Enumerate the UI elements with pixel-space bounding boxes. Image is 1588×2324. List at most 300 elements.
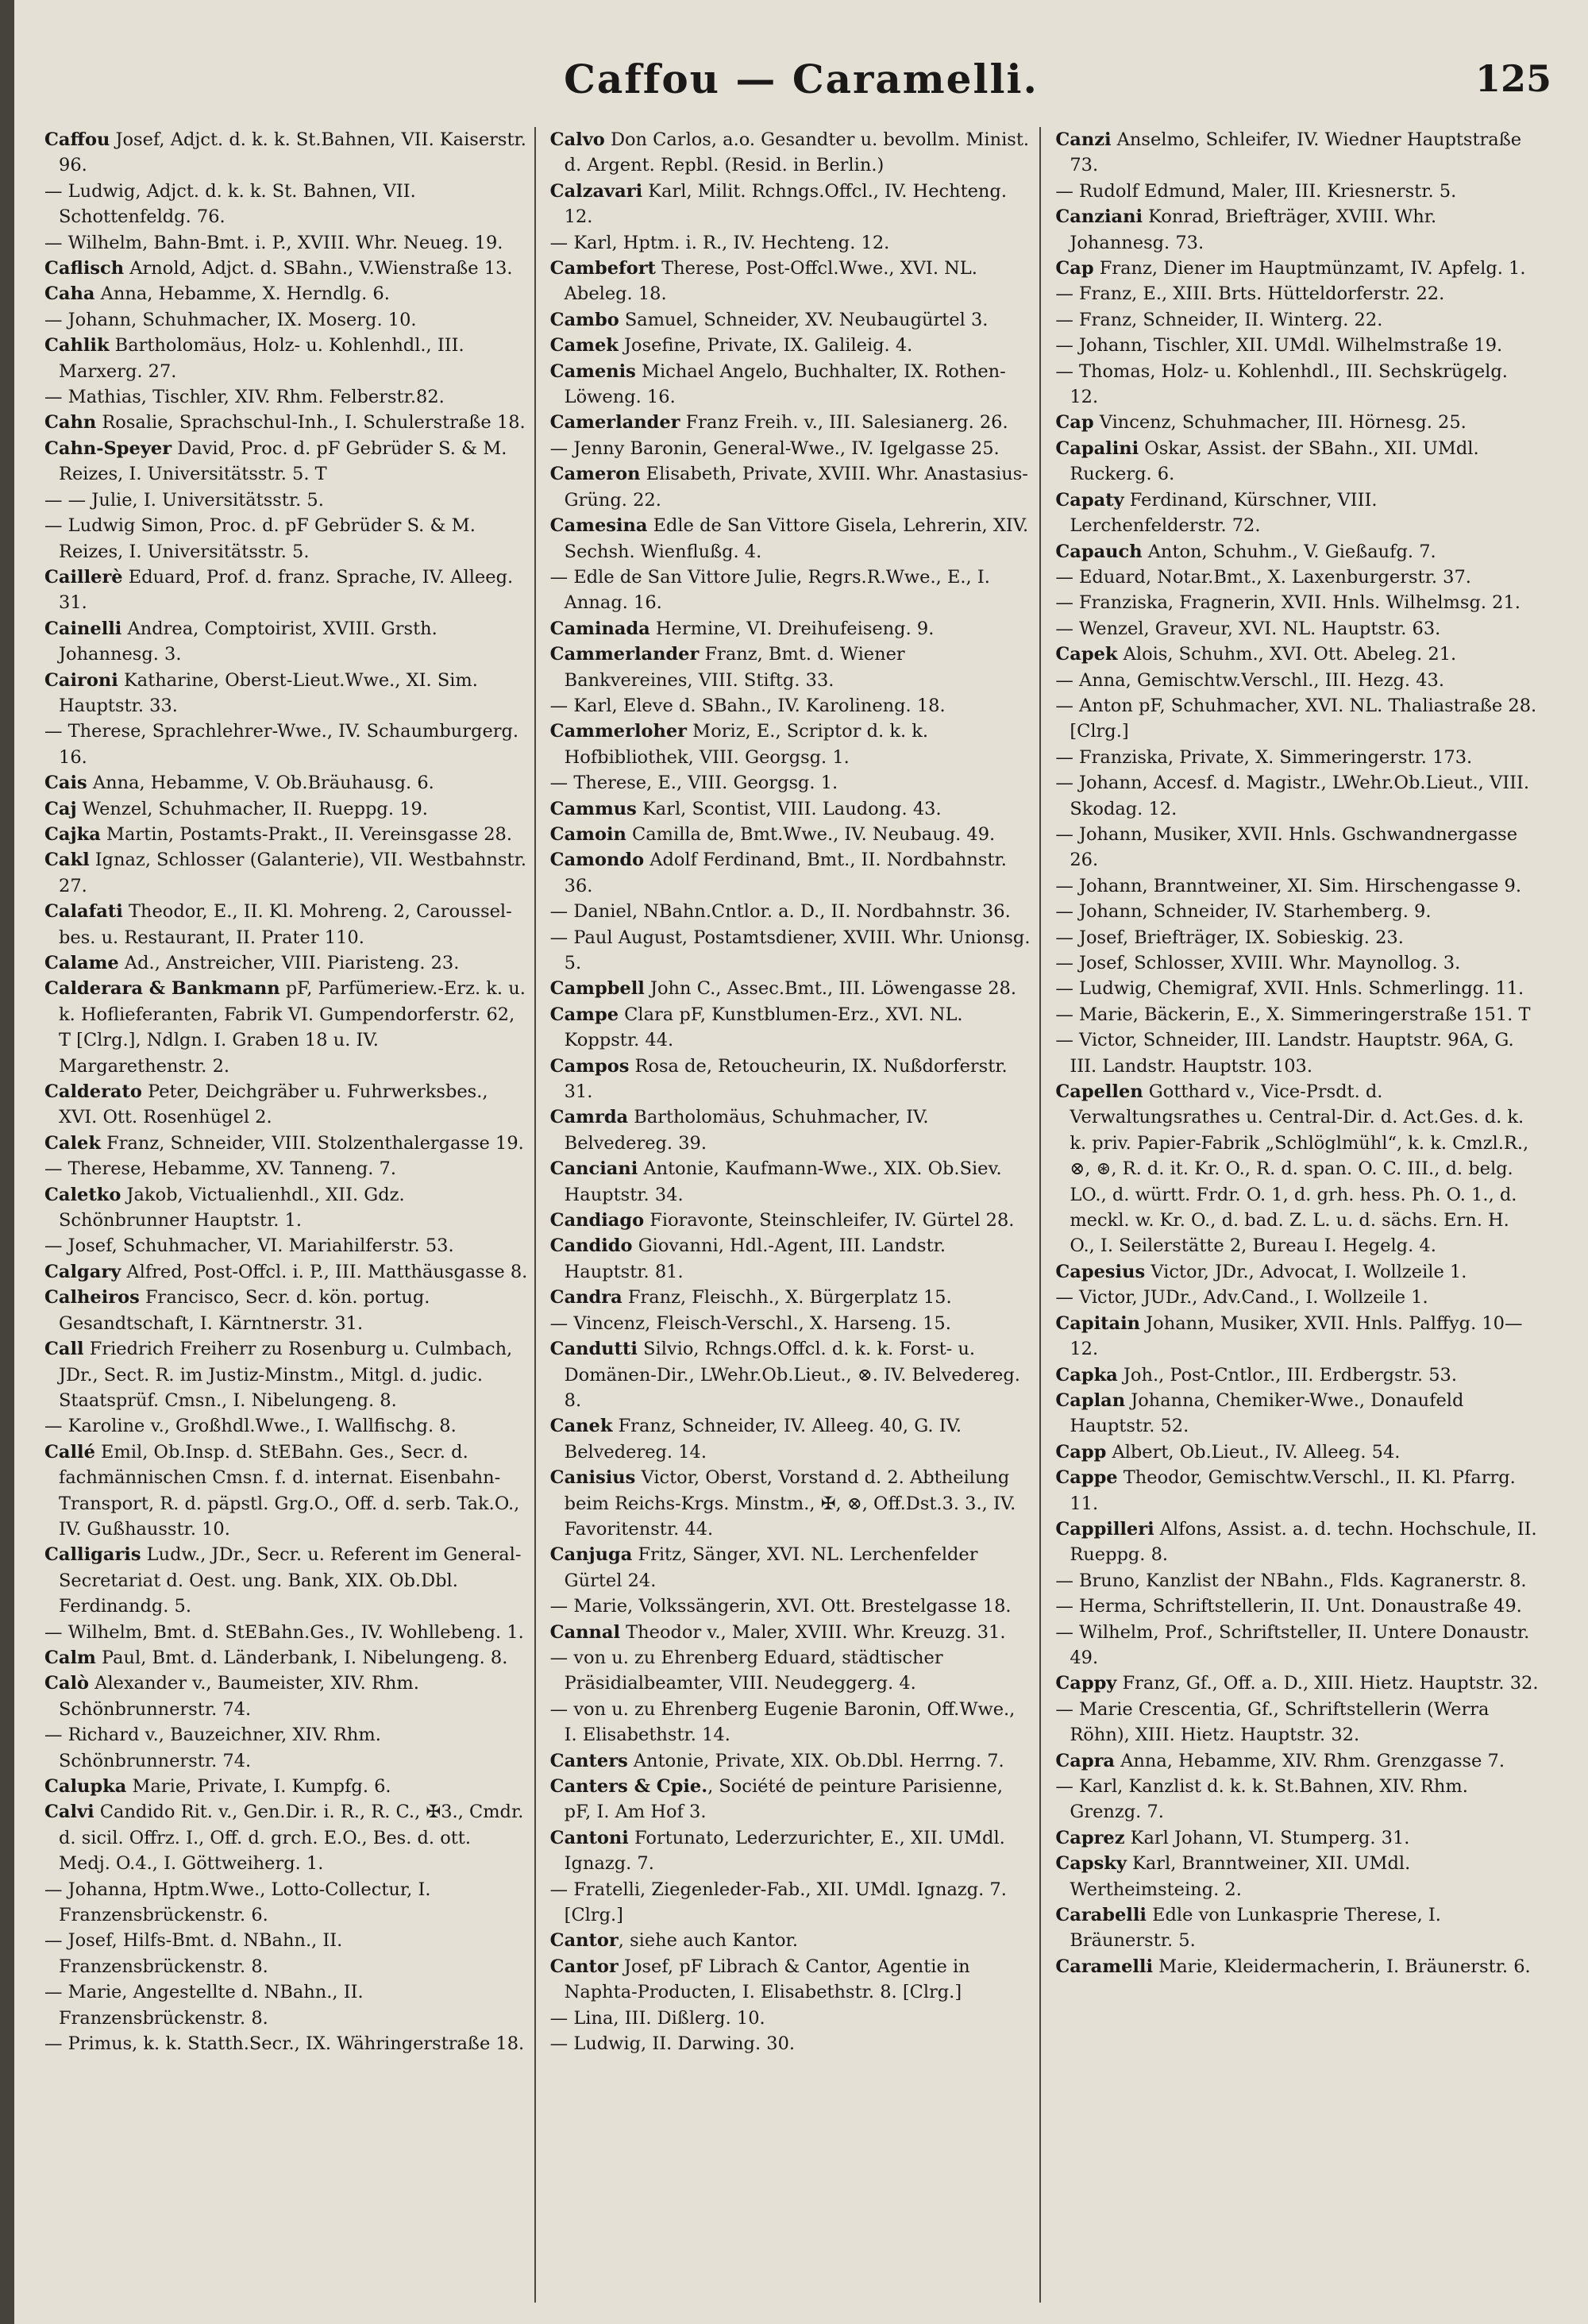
directory-entry xyxy=(550,461,1034,513)
entry-details: Ignaz, Schlosser (Galanterie), VII. Westbahnstr. 27. xyxy=(59,850,527,896)
entry-details: Karl, Branntweiner, XII. UMdl. Wertheimsteing. 2. xyxy=(1070,1853,1411,1900)
directory-entry xyxy=(1055,1902,1539,1954)
directory-entry xyxy=(1055,822,1539,873)
entry-details: Giovanni, Hdl.-Agent, III. Landstr. Hauptstr. 81. xyxy=(564,1235,946,1282)
entry-details: Michael Angelo, Buchhalter, IX. Rothen-Löweng. 16. xyxy=(564,360,1006,408)
directory-entry xyxy=(44,1928,528,1979)
directory-entry xyxy=(1055,204,1539,256)
directory-entry xyxy=(44,230,528,256)
directory-entry xyxy=(44,719,528,770)
entry-surname: Cambo xyxy=(549,309,619,330)
entry-details: — Karl, Kanzlist d. k. k. St.Bahnen, XIV. Rhm. Grenzg. 7. xyxy=(1055,1776,1468,1823)
entry-details: Francisco, Secr. d. kön. portug. Gesandtschaft, I. Kärntnerstr. 31. xyxy=(59,1287,430,1334)
entry-details: Peter, Deichgräber u. Fuhrwerksbes., XVI. Ott. Rosenhügel 2. xyxy=(59,1081,488,1128)
directory-entry xyxy=(550,1877,1034,1929)
directory-entry xyxy=(550,1645,1034,1697)
directory-entry xyxy=(44,616,528,668)
entry-details: Fortunato, Lederzurichter, E., XII. UMdl. Ignazg. 7. xyxy=(564,1827,1005,1875)
entry-details: Friedrich Freiherr zu Rosenburg u. Culmbach, JDr., Sect. R. im Justiz-Minstm., Mitgl. d. judic. Staatsprüf. Cmsn., I. Nibelungeng. 8. xyxy=(59,1339,513,1411)
entry-surname: Caplan xyxy=(1055,1389,1126,1411)
entry-details: Rosa de, Retoucheurin, IX. Nußdorferstr. 31. xyxy=(564,1055,1008,1103)
directory-entry xyxy=(1055,1851,1539,1902)
entry-details: — Marie, Bäckerin, E., X. Simmeringerstraße 151. T xyxy=(1055,1004,1531,1025)
entry-surname: Canek xyxy=(549,1416,613,1437)
entry-details: Alois, Schuhm., XVI. Ott. Abeleg. 21. xyxy=(1117,644,1457,665)
entry-details: Victor, Oberst, Vorstand d. 2. Abtheilung beim Reichs-Krgs. Minstm., ✠, ⊗, Off.Dst.3. 3., IV. Favoritenstr. 44. xyxy=(564,1467,1016,1540)
entry-details: — Anton pF, Schuhmacher, XVI. NL. Thaliastraße 28. [Clrg.] xyxy=(1055,695,1537,742)
entry-details: — Karl, Eleve d. SBahn., IV. Karolineng. 18. xyxy=(549,695,946,716)
directory-entry xyxy=(44,1722,528,1774)
entry-surname: Camenis xyxy=(549,360,636,382)
entry-details: — Wilhelm, Bmt. d. StEBahn.Ges., IV. Wohllebeng. 1. xyxy=(44,1621,524,1643)
entry-details: Edle von Lunkasprie Therese, I. Bräunerstr. 5. xyxy=(1070,1905,1441,1952)
entry-details: Theodor, Gemischtw.Verschl., II. Kl. Pfarrg. 11. xyxy=(1070,1467,1516,1514)
entry-surname: Camek xyxy=(549,335,619,357)
entry-details: Anton, Schuhm., V. Gießaufg. 7. xyxy=(1142,541,1436,562)
entry-details: — Herma, Schriftstellerin, II. Unt. Donaustraße 49. xyxy=(1055,1596,1522,1617)
entry-details: Antonie, Private, XIX. Ob.Dbl. Herrng. 7. xyxy=(627,1750,1004,1771)
entry-details: Josef, Adjct. d. k. k. St.Bahnen, VII. Kaiserstr. 96. xyxy=(59,129,526,176)
entry-surname: Cahn xyxy=(44,412,97,434)
directory-entry xyxy=(44,1259,528,1285)
directory-entry xyxy=(44,796,528,822)
directory-entry xyxy=(1055,642,1539,667)
entry-details: Franz, Fleischh., X. Bürgerplatz 15. xyxy=(622,1287,952,1308)
entry-details: Hermine, VI. Dreihufeiseng. 9. xyxy=(649,618,935,639)
entry-details: — Victor, JUDr., Adv.Cand., I. Wollzeile 1. xyxy=(1055,1287,1428,1308)
entry-details: Josef, pF Librach & Cantor, Agentie in Naphta-Producten, I. Elisabethstr. 8. [Clrg.] xyxy=(564,1956,970,2003)
entry-details: pF, Parfümeriew.-Erz. k. u. k. Hoflieferanten, Fabrik VI. Gumpendorferstr. 62, T [Clrg.], Ndlgn. I. Graben 18 u. IV. Margarethenstr. 2. xyxy=(59,978,526,1077)
entry-details: Franz, Diener im Hauptmünzamt, IV. Apfelg. 1. xyxy=(1093,258,1526,279)
entry-surname: Calafati xyxy=(44,901,123,923)
directory-entry xyxy=(44,822,528,847)
directory-entry xyxy=(44,513,528,565)
directory-entry xyxy=(1055,281,1539,306)
entry-surname: Campe xyxy=(549,1004,619,1025)
entry-surname: Calderara & Bankmann xyxy=(44,978,280,1000)
entry-surname: Canjuga xyxy=(549,1544,633,1566)
entry-details: — Rudolf Edmund, Maler, III. Kriesnerstr. 5. xyxy=(1055,180,1457,202)
entry-details: , siehe auch Kantor. xyxy=(618,1930,798,1952)
entry-details: — Johann, Schuhmacher, IX. Moserg. 10. xyxy=(44,309,417,330)
directory-entry xyxy=(1055,1259,1539,1285)
directory-entry xyxy=(44,565,528,616)
entry-details: Karl, Milit. Rchngs.Offcl., IV. Hechteng. 12. xyxy=(564,180,1007,228)
entry-surname: Caha xyxy=(44,283,95,305)
directory-entry xyxy=(550,616,1034,642)
entry-surname: Caramelli xyxy=(1055,1956,1154,1977)
entry-details: — Wilhelm, Prof., Schriftsteller, II. Untere Donaustr. 49. xyxy=(1055,1621,1530,1668)
entry-surname: Capp xyxy=(1055,1441,1107,1463)
entry-surname: Caffou xyxy=(44,129,110,150)
entry-details: — Johann, Tischler, XII. UMdl. Wilhelmstraße 19. xyxy=(1055,335,1503,357)
entry-details: — Franziska, Private, X. Simmeringerstr. 173. xyxy=(1055,746,1473,768)
entry-details: Oskar, Assist. der SBahn., XII. UMdl. Ruckerg. 6. xyxy=(1070,437,1479,485)
entry-details: Anna, Hebamme, V. Ob.Bräuhausg. 6. xyxy=(87,773,434,794)
entry-details: — Franziska, Fragnerin, XVII. Hnls. Wilhelmsg. 21. xyxy=(1055,592,1521,614)
entry-surname: Campbell xyxy=(549,978,645,1000)
directory-entry xyxy=(550,1697,1034,1748)
directory-entry xyxy=(44,847,528,899)
directory-entry xyxy=(44,1439,528,1543)
entry-details: Joh., Post-Cntlor., III. Erdbergstr. 53. xyxy=(1117,1364,1457,1386)
directory-entry xyxy=(44,976,528,1079)
entry-details: Fritz, Sänger, XVI. NL. Lerchenfelder Gürtel 24. xyxy=(564,1544,978,1591)
entry-details: Anselmo, Schleifer, IV. Wiedner Hauptstraße 73. xyxy=(1070,129,1522,176)
directory-entry xyxy=(550,719,1034,770)
entry-details: — Ludwig, Chemigraf, XVII. Hnls. Schmerlingg. 11. xyxy=(1055,978,1524,1000)
entry-details: — Jenny Baronin, General-Wwe., IV. Igelgasse 25. xyxy=(549,437,1000,459)
entry-surname: Capesius xyxy=(1055,1261,1146,1282)
entry-details: Karl, Scontist, VIII. Laudong. 43. xyxy=(636,798,942,819)
entry-details: , Société de peinture Parisienne, pF, I. Am Hof 3. xyxy=(564,1776,1003,1823)
book-gutter xyxy=(0,0,14,2324)
entry-details: Samuel, Schneider, XV. Neubaugürtel 3. xyxy=(619,309,989,330)
entry-surname: Calvo xyxy=(549,129,605,150)
directory-entry xyxy=(1055,1594,1539,1619)
directory-entry xyxy=(550,1748,1034,1774)
entry-details: — Wilhelm, Bahn-Bmt. i. P., XVIII. Whr. Neueg. 19. xyxy=(44,232,503,253)
directory-entry xyxy=(1055,1671,1539,1696)
entry-details: Johann, Musiker, XVII. Hnls. Palffyg. 10—12. xyxy=(1070,1312,1523,1360)
directory-entry xyxy=(550,333,1034,358)
directory-entry xyxy=(1055,693,1539,745)
directory-entry xyxy=(44,1799,528,1876)
directory-entry xyxy=(44,1156,528,1181)
entry-details: Antonie, Kaufmann-Wwe., XIX. Ob.Siev. Hauptstr. 34. xyxy=(564,1158,1002,1205)
directory-entry xyxy=(550,1054,1034,1105)
entry-details: Ferdinand, Kürschner, VIII. Lerchenfelderstr. 72. xyxy=(1070,489,1378,537)
entry-surname: Calm xyxy=(44,1647,96,1668)
directory-entry xyxy=(1055,1825,1539,1851)
directory-entry xyxy=(44,1336,528,1413)
entry-surname: Calame xyxy=(44,953,119,973)
entry-details: — Richard v., Bauzeichner, XIV. Rhm. Schönbrunnerstr. 74. xyxy=(44,1725,381,1771)
entry-surname: Candido xyxy=(549,1235,633,1257)
entry-details: Alfons, Assist. a. d. techn. Hochschule, II. Rueppg. 8. xyxy=(1070,1518,1537,1566)
entry-details: — Daniel, NBahn.Cntlor. a. D., II. Nordbahnstr. 36. xyxy=(549,901,1011,923)
entry-details: Gotthard v., Vice-Prsdt. d. Verwaltungsrathes u. Central-Dir. d. Act.Ges. d. k. k. priv. Papier-Fabrik „Schlöglmühl“, k. k. Cmzl.R., ⊗, ⊛, R. d. it. Kr. O., R. d. span. O. C. III., d. belg. LO., d. württ. Frdr. O. 1, d. grh. hess. Ph. O. 1., d. meckl. w. Kr. O., d. bad. Z. L. u. d. sächs. Ern. H. O., I. Seilerstätte 2, Bureau I. Hegelg. 4. xyxy=(1070,1081,1529,1257)
entry-surname: Capauch xyxy=(1055,541,1143,562)
entry-surname: Canciani xyxy=(549,1158,638,1180)
entry-surname: Cajka xyxy=(44,823,101,845)
entry-details: — Therese, E., VIII. Georgsg. 1. xyxy=(549,773,838,794)
directory-entry xyxy=(550,2031,1034,2056)
entry-details: — Karl, Hptm. i. R., IV. Hechteng. 12. xyxy=(549,232,890,253)
entry-surname: Caj xyxy=(44,798,77,819)
directory-entry xyxy=(44,1620,528,1645)
directory-entry xyxy=(550,1465,1034,1542)
entry-surname: Calzavari xyxy=(549,180,643,202)
entry-details: Moriz, E., Scriptor d. k. k. Hofbibliothek, VIII. Georgsg. 1. xyxy=(564,721,929,768)
entry-details: Katharine, Oberst-Lieut.Wwe., XI. Sim. Hauptstr. 33. xyxy=(59,669,478,716)
directory-entry xyxy=(550,1336,1034,1413)
directory-entry xyxy=(1055,1079,1539,1259)
entry-details: — Marie, Angestellte d. NBahn., II. Franzensbrückenstr. 8. xyxy=(44,1982,364,2029)
entry-details: — Johann, Musiker, XVII. Hnls. Gschwandnergasse 26. xyxy=(1055,823,1518,871)
entry-details: — Therese, Sprachlehrer-Wwe., IV. Schaumburgerg. 16. xyxy=(44,721,519,768)
entry-surname: Candra xyxy=(549,1287,622,1308)
entry-details: — Karoline v., Großhdl.Wwe., I. Wallfischg. 8. xyxy=(44,1416,457,1437)
directory-entry xyxy=(1055,1388,1539,1439)
directory-entry xyxy=(1055,333,1539,358)
entry-details: — Paul August, Postamtsdiener, XVIII. Whr. Unionsg. 5. xyxy=(549,927,1031,973)
entry-details: Franz, Bmt. d. Wiener Bankvereines, VIII. Stiftg. 33. xyxy=(564,644,905,691)
entry-surname: Canters & Cpie. xyxy=(549,1776,708,1797)
entry-details: — — Julie, I. Universitätsstr. 5. xyxy=(44,489,324,511)
directory-entry xyxy=(550,1413,1034,1465)
entry-details: — Josef, Schuhmacher, VI. Mariahilferstr. 53. xyxy=(44,1235,454,1257)
entry-details: — Anna, Gemischtw.Verschl., III. Hezg. 43. xyxy=(1055,669,1444,691)
directory-entry xyxy=(44,410,528,435)
directory-entry xyxy=(44,1413,528,1439)
directory-entry xyxy=(1055,1439,1539,1465)
directory-entry xyxy=(1055,1568,1539,1594)
entry-surname: Candiago xyxy=(549,1210,645,1231)
entry-surname: Capellen xyxy=(1055,1081,1143,1103)
entry-surname: Caflisch xyxy=(44,258,125,279)
directory-entry xyxy=(550,925,1034,977)
directory-entry xyxy=(1055,1027,1539,1079)
entry-details: Marie, Kleidermacherin, I. Bräunerstr. 6. xyxy=(1153,1956,1531,1977)
entry-surname: Canziani xyxy=(1055,206,1143,228)
entry-details: — Primus, k. k. Statth.Secr., IX. Währingerstraße 18. xyxy=(44,2033,525,2055)
entry-details: Fioravonte, Steinschleifer, IV. Gürtel 28. xyxy=(644,1210,1015,1231)
directory-entry xyxy=(1055,976,1539,1001)
entry-surname: Cammus xyxy=(549,798,637,819)
entry-surname: Camerlander xyxy=(549,412,680,434)
directory-entry xyxy=(1055,745,1539,770)
directory-entry xyxy=(550,436,1034,461)
directory-entry xyxy=(1055,873,1539,899)
directory-entry xyxy=(550,1928,1034,1953)
directory-entry xyxy=(550,410,1034,435)
entry-details: Wenzel, Schuhmacher, II. Rueppg. 19. xyxy=(76,798,428,819)
entry-surname: Capra xyxy=(1055,1750,1115,1771)
entry-details: Josefine, Private, IX. Galileig. 4. xyxy=(618,335,913,357)
entry-details: Franz Freih. v., III. Salesianerg. 26. xyxy=(680,412,1008,434)
entry-surname: Cantor xyxy=(549,1930,619,1952)
directory-entry xyxy=(1055,1748,1539,1774)
directory-entry xyxy=(550,642,1034,693)
directory-entry xyxy=(550,847,1034,899)
entry-details: Albert, Ob.Lieut., IV. Alleeg. 54. xyxy=(1106,1441,1401,1463)
entry-surname: Canters xyxy=(549,1750,628,1771)
entry-surname: Camrda xyxy=(549,1107,629,1128)
directory-entry xyxy=(44,256,528,281)
directory-entry xyxy=(44,1285,528,1336)
entry-details: John C., Assec.Bmt., III. Löwengasse 28. xyxy=(644,978,1017,1000)
directory-entry xyxy=(1055,1517,1539,1568)
entry-details: Franz, Schneider, IV. Alleeg. 40, G. IV. Belvedereg. 14. xyxy=(564,1416,962,1463)
entry-surname: Cais xyxy=(44,773,87,794)
entry-details: — Johann, Schneider, IV. Starhemberg. 9. xyxy=(1055,901,1432,923)
entry-details: — Lina, III. Dißlerg. 10. xyxy=(549,2007,765,2029)
directory-entry xyxy=(44,668,528,719)
entry-surname: Cannal xyxy=(549,1621,621,1643)
entry-surname: Cappy xyxy=(1055,1673,1117,1694)
entry-surname: Cantor xyxy=(549,1956,619,1977)
directory-entry xyxy=(44,1233,528,1258)
entry-surname: Cantoni xyxy=(549,1827,629,1848)
directory-entry xyxy=(44,1542,528,1619)
entry-details: — von u. zu Ehrenberg Eduard, städtischer Präsidialbeamter, VIII. Neudeggerg. 4. xyxy=(549,1647,943,1694)
directory-entry xyxy=(550,899,1034,924)
directory-entry xyxy=(44,127,528,179)
page-title: Caffou — Caramelli. xyxy=(564,56,1039,102)
entry-surname: Cahlik xyxy=(44,335,110,357)
entry-details: — Johann, Accesf. d. Magistr., LWehr.Ob.Lieut., VIII. Skodag. 12. xyxy=(1055,773,1530,819)
directory-entry xyxy=(550,1208,1034,1233)
entry-details: Karl Johann, VI. Stumperg. 31. xyxy=(1124,1827,1410,1848)
entry-details: Ad., Anstreicher, VIII. Piaristeng. 23. xyxy=(118,953,460,973)
directory-entry xyxy=(44,333,528,384)
entry-details: David, Proc. d. pF Gebrüder S. & M. Reizes, I. Universitätsstr. 5. T xyxy=(59,437,507,485)
directory-entry xyxy=(550,513,1034,565)
directory-entry xyxy=(44,436,528,488)
entry-surname: Calupka xyxy=(44,1776,127,1797)
entry-surname: Capaty xyxy=(1055,489,1124,511)
entry-details: — Ludwig, II. Darwing. 30. xyxy=(549,2033,796,2055)
entry-details: Emil, Ob.Insp. d. StEBahn. Ges., Secr. d. fachmännischen Cmsn. f. d. internat. Eisenbahn-Transport, R. d. päpstl. Grg.O., Off. d. serb. Tak.O., IV. Gußhausstr. 10. xyxy=(59,1441,520,1540)
directory-entry xyxy=(1055,950,1539,976)
directory-entry xyxy=(1055,488,1539,539)
entry-details: — Bruno, Kanzlist der NBahn., Flds. Kagranerstr. 8. xyxy=(1055,1570,1527,1591)
entry-surname: Caminada xyxy=(549,618,650,639)
directory-entry xyxy=(1055,1311,1539,1362)
entry-surname: Cameron xyxy=(549,464,641,485)
entry-surname: Cainelli xyxy=(44,618,122,639)
directory-entry xyxy=(44,1645,528,1671)
directory-entry xyxy=(550,359,1034,410)
directory-entry xyxy=(1055,1954,1539,1979)
column-right xyxy=(1055,127,1545,2303)
directory-entry xyxy=(1055,179,1539,204)
entry-details: Bartholomäus, Holz- u. Kohlenhdl., III. Marxerg. 27. xyxy=(59,335,464,382)
entry-details: — Johanna, Hptm.Wwe., Lotto-Collectur, I. Franzensbrückenstr. 6. xyxy=(44,1879,431,1926)
directory-entry xyxy=(1055,256,1539,281)
entry-details: Candido Rit. v., Gen.Dir. i. R., R. C., ✠3., Cmdr. d. sicil. Offrz. I., Off. d. grch. E.O., Bes. d. ott. Medj. O.4., I. Göttweiherg. 1. xyxy=(59,1802,524,1875)
directory-entry xyxy=(44,2031,528,2056)
entry-details: Alexander v., Baumeister, XIV. Rhm. Schönbrunnerstr. 74. xyxy=(59,1673,419,1720)
entry-surname: Calderato xyxy=(44,1081,142,1103)
entry-details: — von u. zu Ehrenberg Eugenie Baronin, Off.Wwe., I. Elisabethstr. 14. xyxy=(549,1698,1016,1746)
directory-entry xyxy=(44,281,528,306)
entry-surname: Capek xyxy=(1055,644,1118,665)
entry-details: Don Carlos, a.o. Gesandter u. bevollm. Minist. d. Argent. Repbl. (Resid. in Berlin.) xyxy=(564,129,1030,176)
entry-surname: Capsky xyxy=(1055,1853,1127,1875)
directory-entry xyxy=(44,1079,528,1131)
directory-entry xyxy=(550,1954,1034,2006)
entry-details: — Fratelli, Ziegenleder-Fab., XII. UMdl. Ignazg. 7. [Clrg.] xyxy=(549,1879,1007,1926)
entry-surname: Caletko xyxy=(44,1184,121,1205)
entry-surname: Cappilleri xyxy=(1055,1518,1154,1540)
entry-surname: Cahn-Speyer xyxy=(44,437,172,459)
directory-entry xyxy=(44,179,528,230)
entry-details: — Mathias, Tischler, XIV. Rhm. Felberstr.82. xyxy=(44,387,445,408)
entry-surname: Cambefort xyxy=(549,258,656,279)
entry-details: Silvio, Rchngs.Offcl. d. k. k. Forst- u. Domänen-Dir., LWehr.Ob.Lieut., ⊗. IV. Belvedereg. 8. xyxy=(564,1339,1020,1411)
directory-entry xyxy=(550,770,1034,796)
entry-details: Theodor, E., II. Kl. Mohreng. 2, Carousselbes. u. Restaurant, II. Prater 110. xyxy=(59,901,512,948)
entry-surname: Cappe xyxy=(1055,1467,1118,1489)
entry-details: Martin, Postamts-Prakt., II. Vereinsgasse 28. xyxy=(100,823,512,845)
directory-entry xyxy=(550,127,1034,179)
directory-entry xyxy=(550,1285,1034,1310)
entry-details: — Ludwig, Adjct. d. k. k. St. Bahnen, VII. Schottenfeldg. 76. xyxy=(44,180,416,228)
directory-entry xyxy=(1055,410,1539,435)
entry-details: — Franz, E., XIII. Brts. Hütteldorferstr. 22. xyxy=(1055,283,1445,305)
entry-surname: Call xyxy=(44,1339,84,1360)
entry-surname: Cap xyxy=(1055,412,1094,434)
directory-entry xyxy=(550,1002,1034,1054)
directory-entry xyxy=(1055,616,1539,642)
entry-details: — Johann, Branntweiner, XI. Sim. Hirschengasse 9. xyxy=(1055,875,1521,896)
directory-entry xyxy=(1055,359,1539,410)
entry-surname: Calvi xyxy=(44,1802,94,1823)
column-left xyxy=(44,127,536,2303)
entry-surname: Canzi xyxy=(1055,129,1112,150)
directory-entry xyxy=(1055,590,1539,615)
entry-surname: Calheiros xyxy=(44,1287,140,1308)
directory-entry xyxy=(1055,1285,1539,1310)
entry-surname: Cap xyxy=(1055,258,1094,279)
entry-details: Camilla de, Bmt.Wwe., IV. Neubaug. 49. xyxy=(626,823,996,845)
entry-details: Theodor v., Maler, XVIII. Whr. Kreuzg. 31. xyxy=(620,1621,1006,1643)
directory-entry xyxy=(550,1233,1034,1285)
directory-entry xyxy=(550,1311,1034,1336)
entry-details: Clara pF, Kunstblumen-Erz., XVI. NL. Koppstr. 44. xyxy=(564,1004,963,1051)
entry-surname: Candutti xyxy=(549,1339,638,1360)
directory-entry xyxy=(44,899,528,950)
entry-details: — Franz, Schneider, II. Winterg. 22. xyxy=(1055,309,1383,330)
entry-surname: Capitain xyxy=(1055,1312,1140,1334)
entry-surname: Caprez xyxy=(1055,1827,1125,1848)
entry-surname: Cammerlander xyxy=(549,644,700,665)
entry-surname: Caillerè xyxy=(44,566,123,588)
directory-entry xyxy=(1055,925,1539,950)
entry-details: Johanna, Chemiker-Wwe., Donaufeld Hauptstr. 52. xyxy=(1070,1389,1464,1437)
entry-details: — Eduard, Notar.Bmt., X. Laxenburgerstr. 37. xyxy=(1055,566,1471,588)
directory-entry xyxy=(550,565,1034,616)
entry-details: Arnold, Adjct. d. SBahn., V.Wienstraße 13. xyxy=(124,258,513,279)
entry-details: — Therese, Hebamme, XV. Tanneng. 7. xyxy=(44,1158,397,1180)
directory-entry xyxy=(44,1877,528,1929)
directory-entry xyxy=(44,384,528,410)
column-middle xyxy=(550,127,1042,2303)
directory-entry xyxy=(1055,307,1539,333)
entry-details: — Marie Crescentia, Gf., Schriftstellerin (Werra Röhn), XIII. Hietz. Hauptstr. 32. xyxy=(1055,1698,1490,1746)
directory-entry xyxy=(44,950,528,976)
directory-page xyxy=(14,0,1588,2324)
directory-entry xyxy=(550,1594,1034,1619)
entry-details: — Thomas, Holz- u. Kohlenhdl., III. Sechskrügelg. 12. xyxy=(1055,360,1508,408)
directory-entry xyxy=(1055,436,1539,488)
entry-surname: Camoin xyxy=(549,823,626,845)
entry-details: Victor, JDr., Advocat, I. Wollzeile 1. xyxy=(1145,1261,1467,1282)
entry-details: — Josef, Hilfs-Bmt. d. NBahn., II. Franzensbrückenstr. 8. xyxy=(44,1930,343,1977)
directory-entry xyxy=(1055,1774,1539,1825)
entry-details: — Victor, Schneider, III. Landstr. Hauptstr. 96A, G. III. Landstr. Hauptstr. 103. xyxy=(1055,1030,1514,1077)
directory-entry xyxy=(1055,1697,1539,1748)
entry-surname: Calek xyxy=(44,1132,101,1154)
directory-entry xyxy=(44,1671,528,1722)
entry-details: — Josef, Schlosser, XVIII. Whr. Maynollog. 3. xyxy=(1055,953,1461,973)
entry-surname: Capalini xyxy=(1055,437,1139,459)
directory-entry xyxy=(44,770,528,796)
entry-details: Vincenz, Schuhmacher, III. Hörnesg. 25. xyxy=(1093,412,1467,434)
entry-details: Therese, Post-Offcl.Wwe., XVI. NL. Abeleg. 18. xyxy=(564,258,977,305)
